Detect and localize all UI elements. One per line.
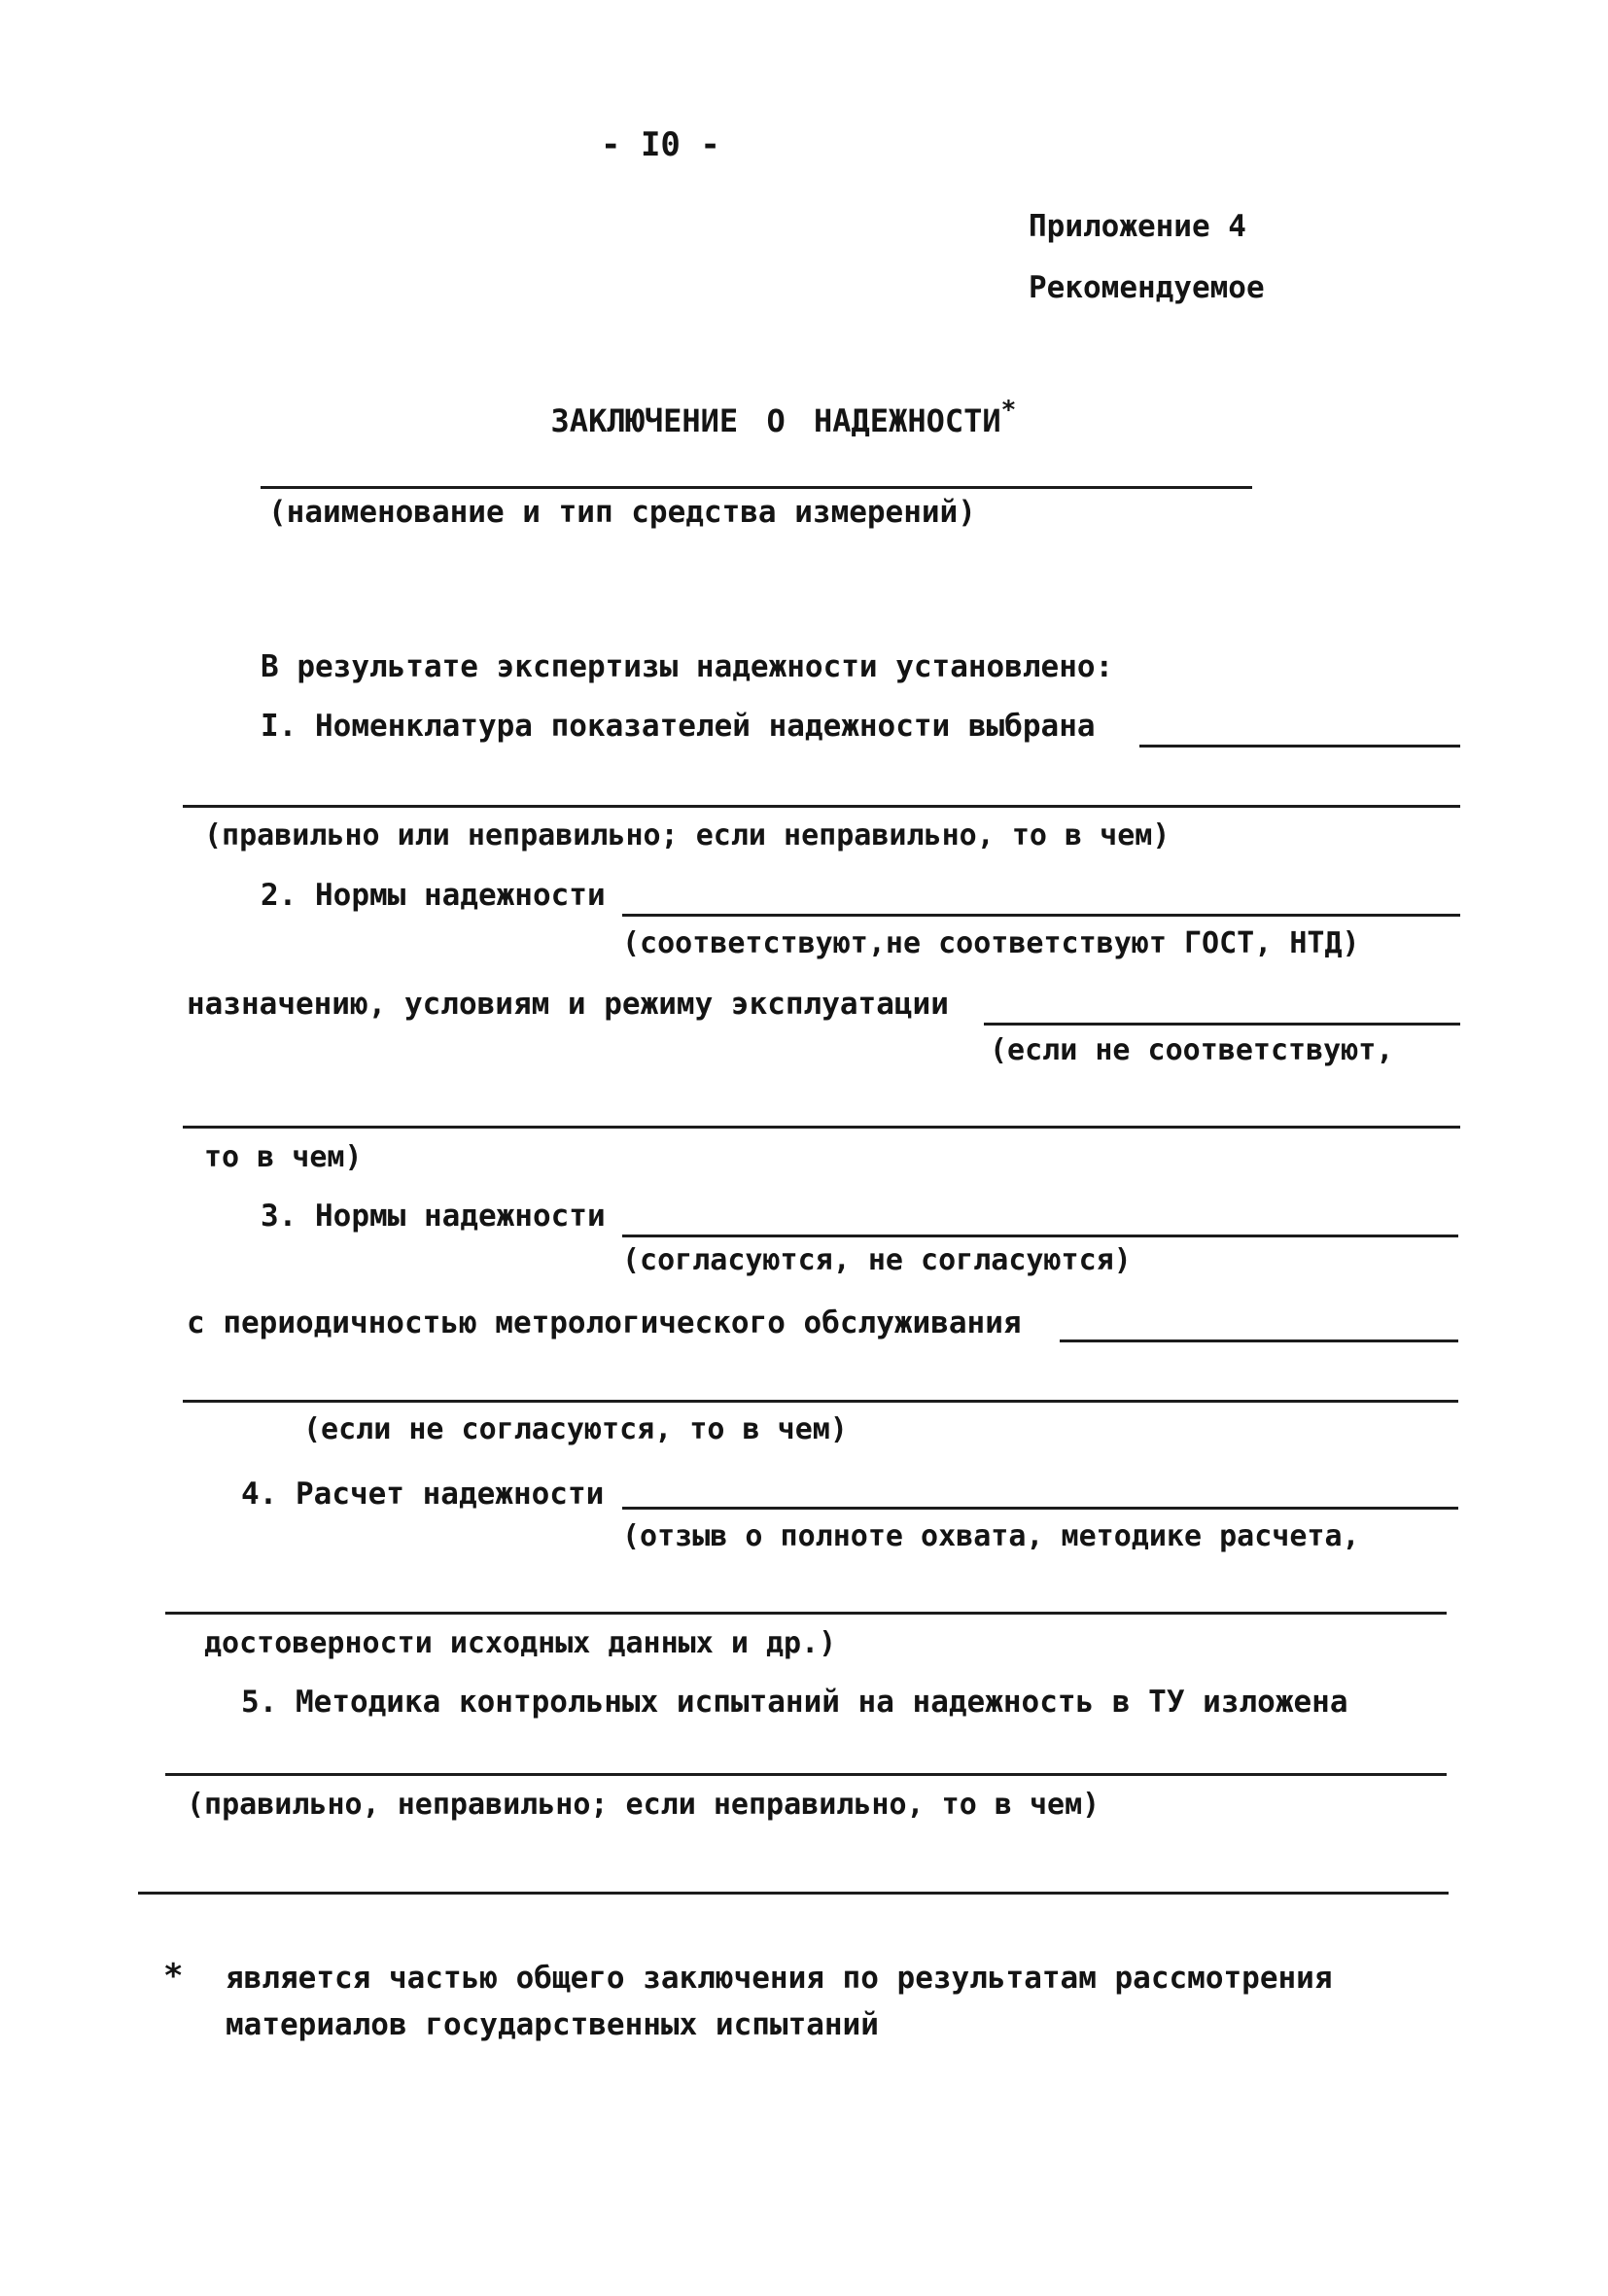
item2-caption2: (если не соответствуют, [990, 1033, 1394, 1067]
item5-full-line2 [138, 1892, 1449, 1895]
document-title [494, 374, 1017, 439]
item5-caption: (правильно, неправильно; если неправильно, то в чем) [187, 1788, 1101, 1822]
footnote-mark: * [163, 1957, 184, 1996]
item2-full-line [183, 1126, 1460, 1129]
recommended-label: Рекомендуемое [1029, 270, 1265, 305]
document-title-text: ЗАКЛЮЧЕНИЕ О НАДЕЖНОСТИ [550, 402, 1001, 439]
item3-fill-line2 [1060, 1339, 1458, 1342]
item5-text: 5. Методика контрольных испытаний на надежность в ТУ изложена [241, 1685, 1348, 1720]
item3-caption2: (если не согласуются, то в чем) [303, 1412, 848, 1446]
item2-caption3: то в чем) [204, 1140, 363, 1174]
footnote-line2: материалов государственных испытаний [226, 2007, 879, 2042]
item1-text: I. Номенклатура показателей надежности выбрана [261, 709, 1096, 744]
item3-text: 3. Нормы надежности [261, 1199, 606, 1234]
device-name-caption: (наименование и тип средства измерений) [268, 495, 976, 530]
item2-fill-line [622, 914, 1460, 917]
intro-text: В результате экспертизы надежности установлено: [261, 649, 1114, 684]
item1-fill-line [1139, 745, 1460, 748]
item2-caption1: (соответствуют,не соответствуют ГОСТ, НТД) [622, 926, 1360, 960]
item4-caption2: достоверности исходных данных и др.) [204, 1626, 837, 1660]
device-name-line [261, 486, 1252, 489]
footnote-line1: является частью общего заключения по результатам рассмотрения [226, 1961, 1333, 1996]
item3-text2: с периодичностью метрологического обслуживания [187, 1305, 1022, 1340]
item2-fill-line2 [984, 1023, 1460, 1026]
item3-fill-line [622, 1235, 1458, 1237]
item3-caption1: (согласуются, не согласуются) [622, 1243, 1132, 1277]
item1-full-line [183, 805, 1460, 808]
item4-full-line [165, 1612, 1447, 1615]
item1-caption: (правильно или неправильно; если неправильно, то в чем) [204, 818, 1171, 852]
item5-full-line [165, 1773, 1447, 1776]
appendix-label: Приложение 4 [1029, 209, 1246, 244]
item4-text: 4. Расчет надежности [241, 1477, 605, 1512]
item4-fill-line [622, 1507, 1458, 1510]
item2-text2: назначению, условиям и режиму эксплуатации [187, 987, 949, 1022]
title-footnote-mark: * [1000, 396, 1017, 425]
item4-caption1: (отзыв о полноте охвата, методике расчета, [622, 1519, 1360, 1553]
item2-text: 2. Нормы надежности [261, 878, 606, 913]
page-number: - I0 - [601, 125, 720, 164]
item3-full-line [183, 1400, 1458, 1403]
